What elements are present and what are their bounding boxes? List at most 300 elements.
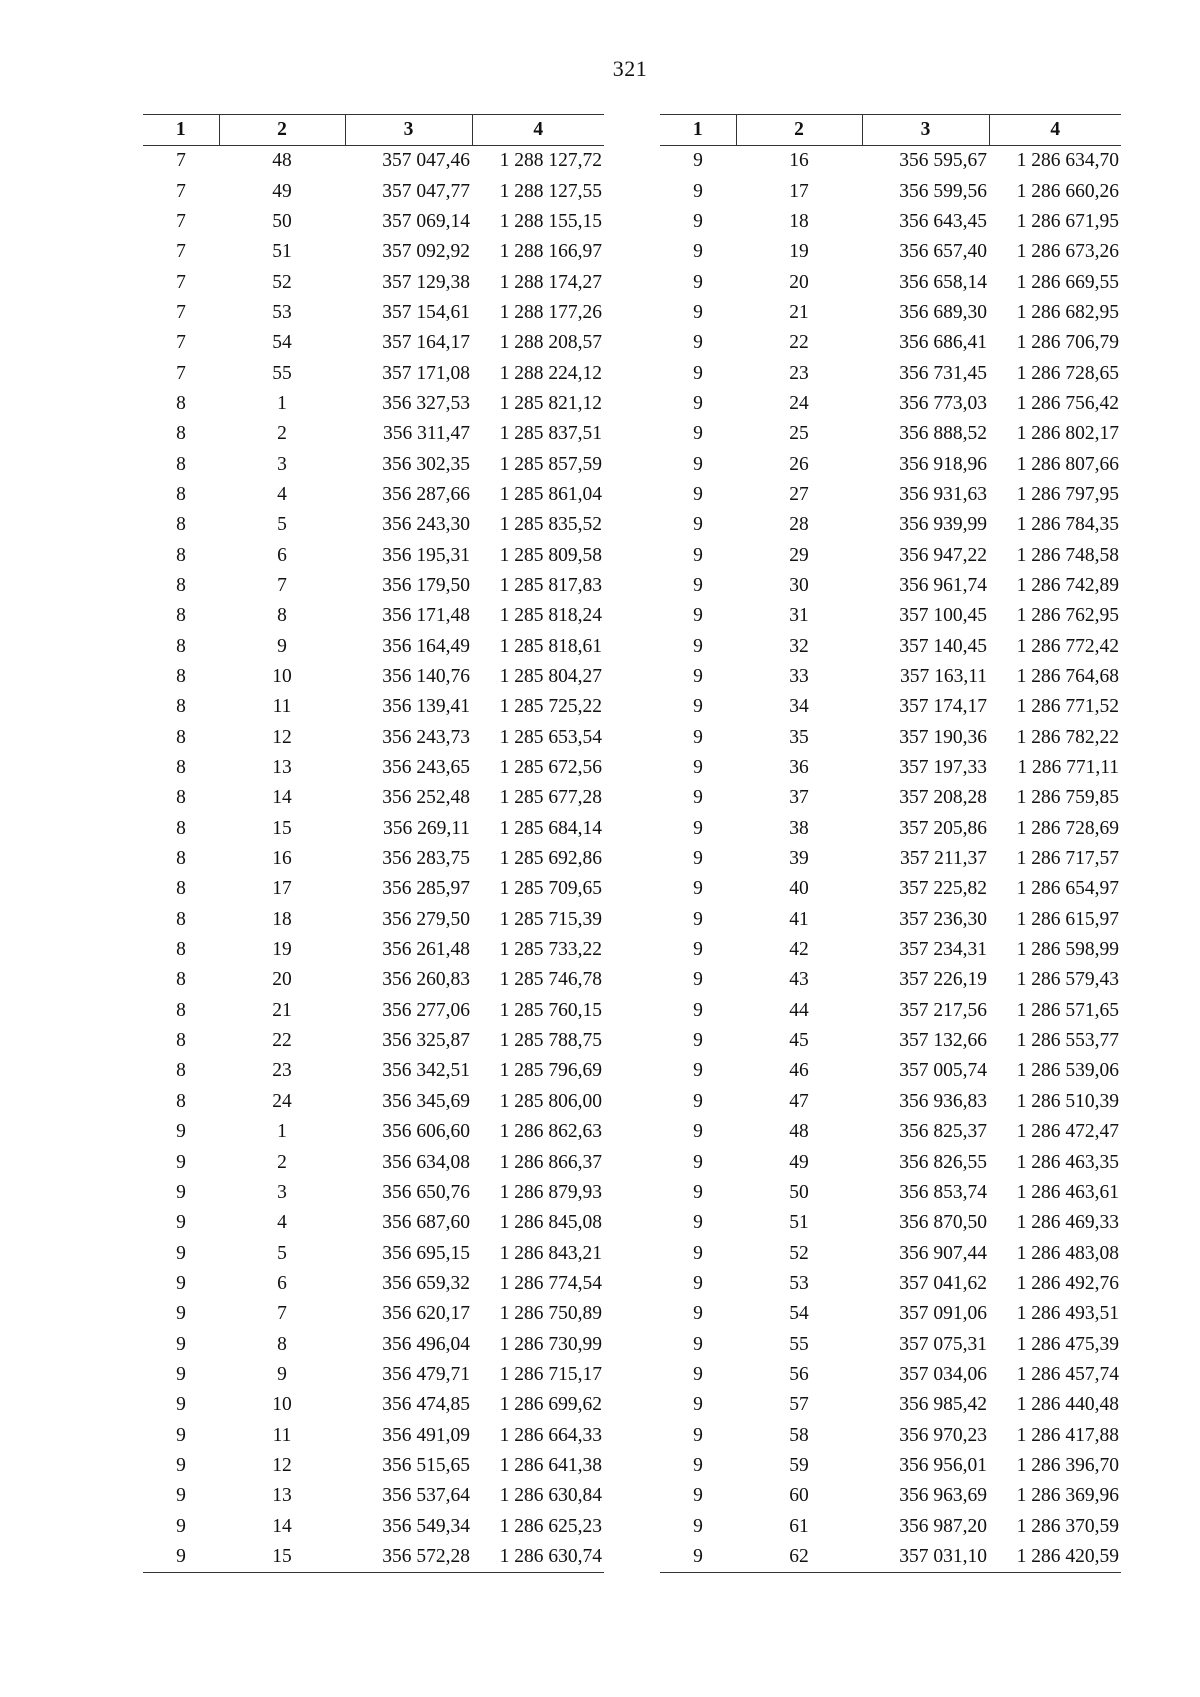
- point-number-cell: 3: [277, 453, 287, 475]
- y-coordinate-cell: 1 286 417,88: [1016, 1424, 1119, 1446]
- coordinates-table-right: [660, 114, 1121, 1573]
- y-coordinate-cell: 1 288 127,72: [499, 150, 602, 172]
- point-number-cell: 40: [789, 878, 809, 900]
- table-row: [660, 267, 1121, 297]
- contour-number-cell: 9: [693, 1363, 703, 1385]
- x-coordinate-cell: 356 515,65: [382, 1454, 470, 1476]
- y-coordinate-cell: 1 286 715,17: [499, 1363, 602, 1385]
- contour-number-cell: 9: [693, 1090, 703, 1112]
- y-coordinate-cell: 1 286 802,17: [1016, 423, 1119, 445]
- x-coordinate-cell: 357 129,38: [382, 271, 470, 293]
- y-coordinate-cell: 1 286 579,43: [1016, 969, 1119, 991]
- contour-number-cell: 8: [176, 939, 186, 961]
- table-row: [660, 723, 1121, 753]
- table-row: [143, 328, 604, 358]
- y-coordinate-cell: 1 286 728,69: [1016, 817, 1119, 839]
- point-number-cell: 24: [272, 1090, 292, 1112]
- table-row: [143, 1481, 604, 1511]
- point-number-cell: 14: [272, 1515, 292, 1537]
- contour-number-cell: 9: [693, 1424, 703, 1446]
- contour-number-cell: 8: [176, 666, 186, 688]
- table-header-row: [660, 115, 1121, 146]
- point-number-cell: 30: [789, 574, 809, 596]
- point-number-cell: 7: [277, 574, 287, 596]
- table-row: [660, 1026, 1121, 1056]
- contour-number-cell: 9: [693, 787, 703, 809]
- table-row: [143, 237, 604, 267]
- contour-number-cell: 9: [693, 271, 703, 293]
- y-coordinate-cell: 1 285 715,39: [499, 908, 602, 930]
- x-coordinate-cell: 357 132,66: [899, 1030, 987, 1052]
- contour-number-cell: 8: [176, 1060, 186, 1082]
- contour-number-cell: 9: [693, 514, 703, 536]
- contour-number-cell: 9: [693, 180, 703, 202]
- point-number-cell: 4: [277, 483, 287, 505]
- table-row: [660, 632, 1121, 662]
- y-coordinate-cell: 1 286 475,39: [1016, 1333, 1119, 1355]
- table-row: [143, 965, 604, 995]
- contour-number-cell: 9: [693, 1303, 703, 1325]
- point-number-cell: 57: [789, 1394, 809, 1416]
- x-coordinate-cell: 357 047,46: [382, 150, 470, 172]
- x-coordinate-cell: 356 956,01: [899, 1454, 987, 1476]
- y-coordinate-cell: 1 286 782,22: [1016, 726, 1119, 748]
- contour-number-cell: 9: [693, 241, 703, 263]
- point-number-cell: 42: [789, 939, 809, 961]
- table-row: [143, 1147, 604, 1177]
- y-coordinate-cell: 1 288 208,57: [499, 332, 602, 354]
- point-number-cell: 3: [277, 1181, 287, 1203]
- table-row: [660, 1451, 1121, 1481]
- x-coordinate-cell: 356 572,28: [345, 1542, 472, 1573]
- x-coordinate-cell: 356 634,08: [382, 1151, 470, 1173]
- table-row: [660, 1390, 1121, 1420]
- y-coordinate-cell: 1 286 762,95: [1016, 605, 1119, 627]
- contour-number-cell: 9: [693, 635, 703, 657]
- point-number-cell: 55: [789, 1333, 809, 1355]
- table-row: [660, 905, 1121, 935]
- table-row: [143, 1087, 604, 1117]
- table-row: [660, 298, 1121, 328]
- x-coordinate-cell: 356 140,76: [382, 666, 470, 688]
- column-header-1: 1: [660, 115, 736, 146]
- table-row: [660, 1481, 1121, 1511]
- x-coordinate-cell: 356 658,14: [899, 271, 987, 293]
- table-row: [660, 1117, 1121, 1147]
- point-number-cell: 62: [736, 1542, 862, 1573]
- table-row: [660, 601, 1121, 631]
- table-row: [660, 692, 1121, 722]
- contour-number-cell: 9: [176, 1515, 186, 1537]
- point-number-cell: 5: [277, 514, 287, 536]
- table-row: [143, 814, 604, 844]
- y-coordinate-cell: 1 286 630,74: [472, 1542, 604, 1573]
- contour-number-cell: 9: [693, 301, 703, 323]
- y-coordinate-cell: 1 286 472,47: [1016, 1121, 1119, 1143]
- y-coordinate-cell: 1 286 771,52: [1016, 696, 1119, 718]
- x-coordinate-cell: 356 620,17: [382, 1303, 470, 1325]
- contour-number-cell: 9: [693, 1151, 703, 1173]
- table-row: [660, 480, 1121, 510]
- table-row: [660, 1329, 1121, 1359]
- contour-number-cell: 9: [693, 666, 703, 688]
- contour-number-cell: 9: [693, 1333, 703, 1355]
- x-coordinate-cell: 356 939,99: [899, 514, 987, 536]
- point-number-cell: 22: [789, 332, 809, 354]
- point-number-cell: 17: [272, 878, 292, 900]
- contour-number-cell: 9: [176, 1212, 186, 1234]
- page-number: 321: [612, 56, 648, 81]
- table-row: [143, 510, 604, 540]
- contour-number-cell: 9: [693, 1060, 703, 1082]
- table-row: [143, 996, 604, 1026]
- x-coordinate-cell: 356 695,15: [382, 1242, 470, 1264]
- y-coordinate-cell: 1 286 682,95: [1016, 301, 1119, 323]
- table-row: [143, 146, 604, 177]
- x-coordinate-cell: 357 163,11: [899, 666, 987, 688]
- x-coordinate-cell: 357 225,82: [899, 878, 987, 900]
- table-row: [143, 176, 604, 206]
- point-number-cell: 44: [789, 999, 809, 1021]
- x-coordinate-cell: 356 963,69: [899, 1485, 987, 1507]
- contour-number-cell: 7: [176, 241, 186, 263]
- x-coordinate-cell: 356 907,44: [899, 1242, 987, 1264]
- point-number-cell: 6: [277, 544, 287, 566]
- y-coordinate-cell: 1 285 818,24: [499, 605, 602, 627]
- y-coordinate-cell: 1 288 155,15: [499, 210, 602, 232]
- y-coordinate-cell: 1 288 224,12: [499, 362, 602, 384]
- y-coordinate-cell: 1 285 818,61: [499, 635, 602, 657]
- contour-number-cell: 9: [176, 1151, 186, 1173]
- y-coordinate-cell: 1 285 804,27: [499, 666, 602, 688]
- x-coordinate-cell: 356 277,06: [382, 999, 470, 1021]
- table-header-row: [143, 115, 604, 146]
- point-number-cell: 31: [789, 605, 809, 627]
- contour-number-cell: 9: [693, 150, 703, 172]
- table-row: [660, 389, 1121, 419]
- y-coordinate-cell: 1 286 671,95: [1016, 210, 1119, 232]
- contour-number-cell: 9: [693, 908, 703, 930]
- y-coordinate-cell: 1 286 774,54: [499, 1272, 602, 1294]
- x-coordinate-cell: 356 650,76: [382, 1181, 470, 1203]
- x-coordinate-cell: 356 496,04: [382, 1333, 470, 1355]
- table-row: [143, 480, 604, 510]
- x-coordinate-cell: 356 987,20: [899, 1515, 987, 1537]
- x-coordinate-cell: 357 091,06: [899, 1303, 987, 1325]
- contour-number-cell: 9: [693, 210, 703, 232]
- y-coordinate-cell: 1 286 492,76: [1016, 1272, 1119, 1294]
- y-coordinate-cell: 1 285 806,00: [499, 1090, 602, 1112]
- y-coordinate-cell: 1 286 539,06: [1016, 1060, 1119, 1082]
- y-coordinate-cell: 1 286 598,99: [1016, 939, 1119, 961]
- table-row: [660, 449, 1121, 479]
- contour-number-cell: 8: [176, 574, 186, 596]
- x-coordinate-cell: 356 479,71: [382, 1363, 470, 1385]
- y-coordinate-cell: 1 286 630,84: [499, 1485, 602, 1507]
- point-number-cell: 28: [789, 514, 809, 536]
- table-row: [143, 662, 604, 692]
- y-coordinate-cell: 1 285 788,75: [499, 1030, 602, 1052]
- y-coordinate-cell: 1 286 420,59: [989, 1542, 1121, 1573]
- contour-number-cell: 9: [176, 1485, 186, 1507]
- y-coordinate-cell: 1 288 127,55: [499, 180, 602, 202]
- contour-number-cell: 8: [176, 423, 186, 445]
- table-row: [660, 237, 1121, 267]
- contour-number-cell: 9: [693, 544, 703, 566]
- y-coordinate-cell: 1 286 553,77: [1016, 1030, 1119, 1052]
- table-row: [660, 783, 1121, 813]
- x-coordinate-cell: 356 325,87: [382, 1030, 470, 1052]
- contour-number-cell: 9: [693, 999, 703, 1021]
- x-coordinate-cell: 357 041,62: [899, 1272, 987, 1294]
- y-coordinate-cell: 1 288 174,27: [499, 271, 602, 293]
- contour-number-cell: 9: [693, 1454, 703, 1476]
- y-coordinate-cell: 1 285 672,56: [499, 757, 602, 779]
- point-number-cell: 9: [277, 1363, 287, 1385]
- x-coordinate-cell: 356 243,65: [382, 757, 470, 779]
- y-coordinate-cell: 1 285 760,15: [499, 999, 602, 1021]
- contour-number-cell: 8: [176, 605, 186, 627]
- contour-number-cell: 9: [693, 362, 703, 384]
- contour-number-cell: 9: [176, 1303, 186, 1325]
- point-number-cell: 23: [789, 362, 809, 384]
- table-row: [660, 996, 1121, 1026]
- y-coordinate-cell: 1 286 706,79: [1016, 332, 1119, 354]
- table-row: [143, 1238, 604, 1268]
- contour-number-cell: 9: [143, 1542, 219, 1573]
- y-coordinate-cell: 1 286 866,37: [499, 1151, 602, 1173]
- x-coordinate-cell: 356 931,63: [899, 483, 987, 505]
- y-coordinate-cell: 1 286 772,42: [1016, 635, 1119, 657]
- table-row: [660, 176, 1121, 206]
- x-coordinate-cell: 357 197,33: [899, 757, 987, 779]
- contour-number-cell: 9: [176, 1333, 186, 1355]
- point-number-cell: 20: [789, 271, 809, 293]
- table-row: [143, 1511, 604, 1541]
- table-row: [143, 1451, 604, 1481]
- contour-number-cell: 9: [693, 1242, 703, 1264]
- y-coordinate-cell: 1 286 660,26: [1016, 180, 1119, 202]
- x-coordinate-cell: 356 195,31: [382, 544, 470, 566]
- x-coordinate-cell: 357 031,10: [862, 1542, 989, 1573]
- table-row: [143, 935, 604, 965]
- point-number-cell: 61: [789, 1515, 809, 1537]
- point-number-cell: 54: [272, 332, 292, 354]
- x-coordinate-cell: 357 100,45: [899, 605, 987, 627]
- point-number-cell: 15: [272, 817, 292, 839]
- contour-number-cell: 9: [693, 848, 703, 870]
- x-coordinate-cell: 357 047,77: [382, 180, 470, 202]
- table-row: [143, 632, 604, 662]
- x-coordinate-cell: 357 154,61: [382, 301, 470, 323]
- point-number-cell: 54: [789, 1303, 809, 1325]
- point-number-cell: 19: [789, 241, 809, 263]
- contour-number-cell: 8: [176, 483, 186, 505]
- point-number-cell: 43: [789, 969, 809, 991]
- table-row: [660, 1238, 1121, 1268]
- x-coordinate-cell: 356 870,50: [899, 1212, 987, 1234]
- table-row: [143, 844, 604, 874]
- y-coordinate-cell: 1 286 748,58: [1016, 544, 1119, 566]
- table-row: [660, 510, 1121, 540]
- contour-number-cell: 9: [693, 1394, 703, 1416]
- contour-number-cell: 7: [176, 271, 186, 293]
- table-row: [143, 449, 604, 479]
- contour-number-cell: 9: [693, 483, 703, 505]
- point-number-cell: 5: [277, 1242, 287, 1264]
- contour-number-cell: 9: [693, 969, 703, 991]
- contour-number-cell: 9: [176, 1242, 186, 1264]
- table-row: [143, 905, 604, 935]
- table-row: [660, 1087, 1121, 1117]
- y-coordinate-cell: 1 286 730,99: [499, 1333, 602, 1355]
- point-number-cell: 24: [789, 392, 809, 414]
- x-coordinate-cell: 356 327,53: [382, 392, 470, 414]
- table-body: [143, 146, 604, 1573]
- contour-number-cell: 9: [693, 453, 703, 475]
- table-row: [143, 1329, 604, 1359]
- contour-number-cell: 7: [176, 362, 186, 384]
- point-number-cell: 48: [272, 150, 292, 172]
- x-coordinate-cell: 356 686,41: [899, 332, 987, 354]
- y-coordinate-cell: 1 286 396,70: [1016, 1454, 1119, 1476]
- point-number-cell: 13: [272, 1485, 292, 1507]
- point-number-cell: 41: [789, 908, 809, 930]
- contour-number-cell: 9: [693, 423, 703, 445]
- point-number-cell: 1: [277, 392, 287, 414]
- y-coordinate-cell: 1 286 759,85: [1016, 787, 1119, 809]
- table-row: [660, 935, 1121, 965]
- x-coordinate-cell: 357 236,30: [899, 908, 987, 930]
- x-coordinate-cell: 357 164,17: [382, 332, 470, 354]
- contour-number-cell: 9: [693, 1181, 703, 1203]
- table-row: [143, 723, 604, 753]
- x-coordinate-cell: 356 342,51: [382, 1060, 470, 1082]
- table-row: [660, 1299, 1121, 1329]
- x-coordinate-cell: 356 773,03: [899, 392, 987, 414]
- point-number-cell: 23: [272, 1060, 292, 1082]
- column-header-4: 4: [989, 115, 1121, 146]
- contour-number-cell: 9: [693, 939, 703, 961]
- y-coordinate-cell: 1 286 750,89: [499, 1303, 602, 1325]
- x-coordinate-cell: 356 474,85: [382, 1394, 470, 1416]
- x-coordinate-cell: 356 269,11: [382, 817, 470, 839]
- point-number-cell: 2: [277, 1151, 287, 1173]
- point-number-cell: 22: [272, 1030, 292, 1052]
- x-coordinate-cell: 357 034,06: [899, 1363, 987, 1385]
- x-coordinate-cell: 356 853,74: [899, 1181, 987, 1203]
- table-row: [660, 1178, 1121, 1208]
- y-coordinate-cell: 1 286 463,35: [1016, 1151, 1119, 1173]
- x-coordinate-cell: 356 179,50: [382, 574, 470, 596]
- point-number-cell: 15: [219, 1542, 345, 1573]
- x-coordinate-cell: 357 005,74: [899, 1060, 987, 1082]
- x-coordinate-cell: 356 826,55: [899, 1151, 987, 1173]
- table-row: [660, 1542, 1121, 1573]
- x-coordinate-cell: 356 491,09: [382, 1424, 470, 1446]
- point-number-cell: 51: [272, 241, 292, 263]
- y-coordinate-cell: 1 286 641,38: [499, 1454, 602, 1476]
- x-coordinate-cell: 357 190,36: [899, 726, 987, 748]
- y-coordinate-cell: 1 286 728,65: [1016, 362, 1119, 384]
- table-row: [660, 328, 1121, 358]
- point-number-cell: 52: [789, 1242, 809, 1264]
- y-coordinate-cell: 1 285 821,12: [499, 392, 602, 414]
- contour-number-cell: 9: [693, 817, 703, 839]
- point-number-cell: 55: [272, 362, 292, 384]
- column-header-2: 2: [219, 115, 345, 146]
- contour-number-cell: 9: [176, 1181, 186, 1203]
- y-coordinate-cell: 1 286 807,66: [1016, 453, 1119, 475]
- x-coordinate-cell: 356 252,48: [382, 787, 470, 809]
- y-coordinate-cell: 1 285 837,51: [499, 423, 602, 445]
- contour-number-cell: 9: [693, 696, 703, 718]
- table-row: [660, 965, 1121, 995]
- y-coordinate-cell: 1 286 654,97: [1016, 878, 1119, 900]
- table-row: [143, 1390, 604, 1420]
- point-number-cell: 37: [789, 787, 809, 809]
- x-coordinate-cell: 356 731,45: [899, 362, 987, 384]
- y-coordinate-cell: 1 285 684,14: [499, 817, 602, 839]
- y-coordinate-cell: 1 285 653,54: [499, 726, 602, 748]
- x-coordinate-cell: 356 171,48: [382, 605, 470, 627]
- x-coordinate-cell: 356 689,30: [899, 301, 987, 323]
- table-row: [143, 389, 604, 419]
- y-coordinate-cell: 1 286 493,51: [1016, 1303, 1119, 1325]
- y-coordinate-cell: 1 286 717,57: [1016, 848, 1119, 870]
- y-coordinate-cell: 1 286 469,33: [1016, 1212, 1119, 1234]
- x-coordinate-cell: 356 283,75: [382, 848, 470, 870]
- x-coordinate-cell: 356 687,60: [382, 1212, 470, 1234]
- x-coordinate-cell: 356 345,69: [382, 1090, 470, 1112]
- point-number-cell: 6: [277, 1272, 287, 1294]
- table-row: [660, 1056, 1121, 1086]
- x-coordinate-cell: 356 302,35: [382, 453, 470, 475]
- contour-number-cell: 8: [176, 635, 186, 657]
- table-row: [143, 783, 604, 813]
- x-coordinate-cell: 356 243,30: [382, 514, 470, 536]
- x-coordinate-cell: 356 961,74: [899, 574, 987, 596]
- y-coordinate-cell: 1 286 843,21: [499, 1242, 602, 1264]
- x-coordinate-cell: 356 643,45: [899, 210, 987, 232]
- x-coordinate-cell: 356 595,67: [899, 150, 987, 172]
- point-number-cell: 27: [789, 483, 809, 505]
- x-coordinate-cell: 356 985,42: [899, 1394, 987, 1416]
- x-coordinate-cell: 356 243,73: [382, 726, 470, 748]
- table-row: [660, 1269, 1121, 1299]
- contour-number-cell: 8: [176, 1090, 186, 1112]
- point-number-cell: 33: [789, 666, 809, 688]
- point-number-cell: 18: [789, 210, 809, 232]
- y-coordinate-cell: 1 285 796,69: [499, 1060, 602, 1082]
- contour-number-cell: 9: [693, 757, 703, 779]
- x-coordinate-cell: 357 211,37: [899, 848, 987, 870]
- contour-number-cell: 9: [693, 1272, 703, 1294]
- contour-number-cell: 8: [176, 969, 186, 991]
- table-row: [143, 1117, 604, 1147]
- table-row: [660, 1420, 1121, 1450]
- point-number-cell: 11: [272, 1424, 292, 1446]
- contour-number-cell: 9: [176, 1394, 186, 1416]
- contour-number-cell: 8: [176, 544, 186, 566]
- contour-number-cell: 8: [176, 999, 186, 1021]
- table-row: [143, 1178, 604, 1208]
- column-header-2: 2: [736, 115, 862, 146]
- point-number-cell: 60: [789, 1485, 809, 1507]
- table-row: [660, 1208, 1121, 1238]
- table-row: [660, 540, 1121, 570]
- contour-number-cell: 9: [693, 1030, 703, 1052]
